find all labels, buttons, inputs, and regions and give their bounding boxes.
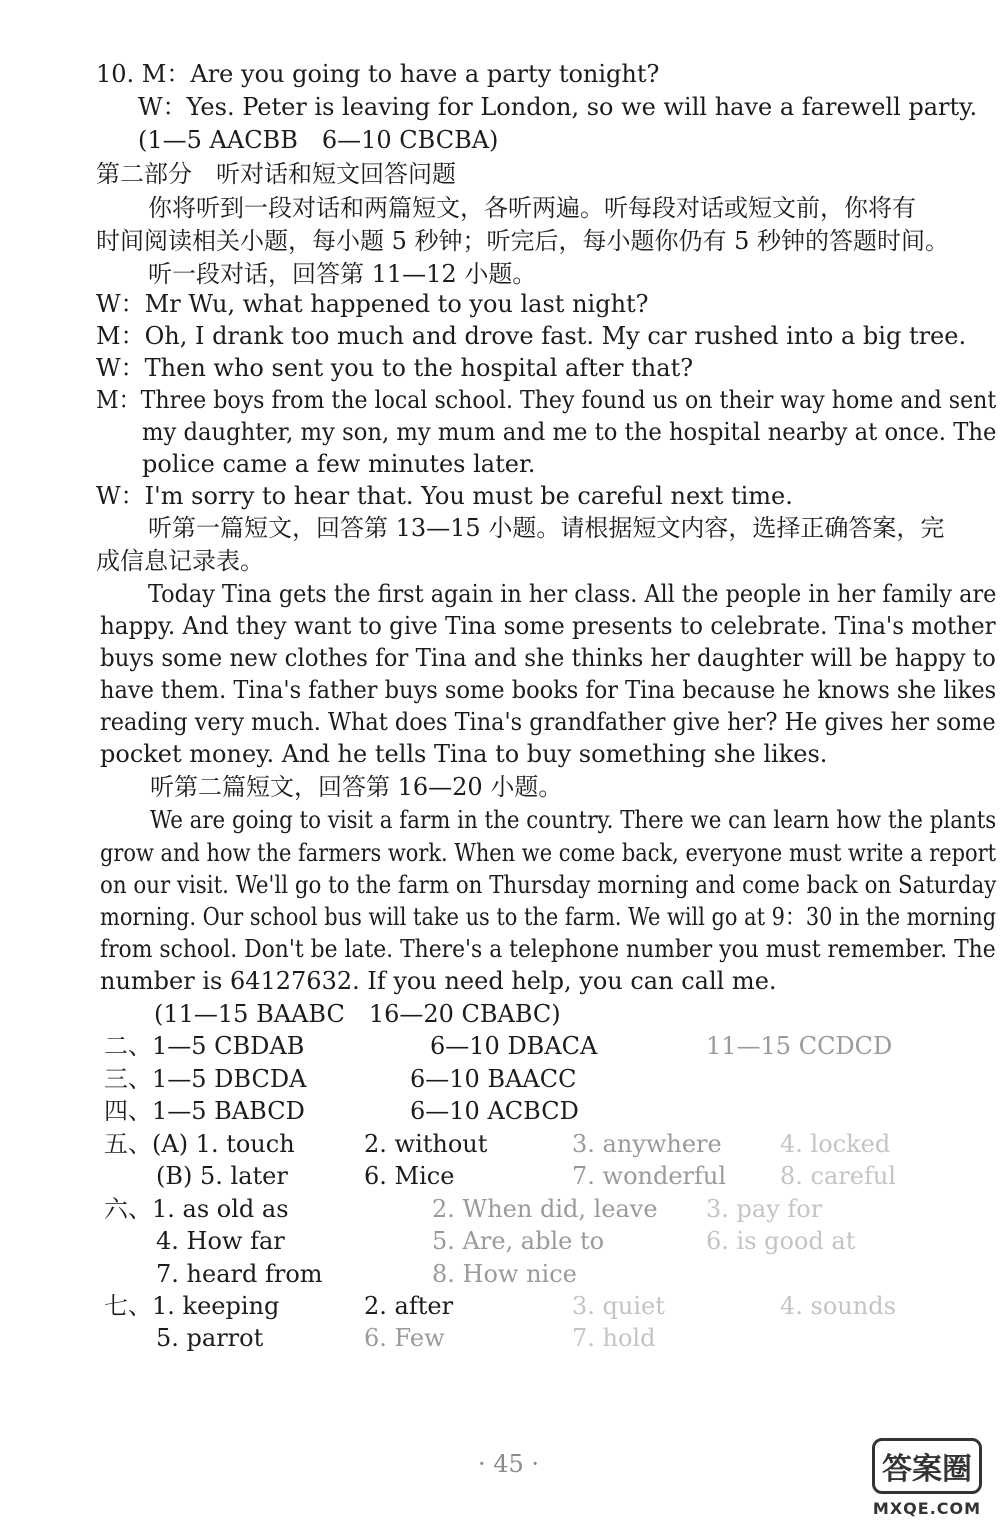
passage-1-line: happy. And they want to give Tina some presents to celebrate. Tina's mother: [100, 612, 996, 640]
passage-2-line: We are going to visit a farm in the country. There we can learn how the plants: [150, 806, 997, 834]
passage-2-line: number is 64127632. If you need help, you can call me.: [100, 967, 777, 995]
passage-1-line: have them. Tina's father buys some books for Tina because he knows she likes: [100, 676, 997, 704]
answers-11-20: (11—15 BAABC 16—20 CBABC): [154, 1000, 561, 1028]
watermark-site: MXQE.COM: [872, 1499, 982, 1518]
section-3-answer: 三、1—5 DBCDA: [104, 1065, 307, 1093]
dialogue-line: W：Then who sent you to the hospital after that?: [96, 354, 694, 382]
dialogue-10-w: W：Yes. Peter is leaving for London, so we will have a farewell party.: [138, 93, 978, 121]
dialogue-intro: 听一段对话，回答第 11—12 小题。: [148, 260, 537, 288]
section-5-answer: (B) 5. later: [156, 1162, 288, 1190]
passage-2-line: from school. Don't be late. There's a telephone number you must remember. The: [100, 935, 996, 963]
section-5-answer: 7. wonderful: [572, 1162, 727, 1190]
section-6-answer: 7. heard from: [156, 1260, 323, 1288]
section-6-answer: 8. How nice: [432, 1260, 577, 1288]
section-6-answer: 六、1. as old as: [104, 1195, 289, 1223]
passage-1-line: pocket money. And he tells Tina to buy something she likes.: [100, 740, 828, 768]
passage-1-intro-2: 成信息记录表。: [96, 547, 264, 575]
page-number: · 45 ·: [478, 1450, 540, 1478]
dialogue-line: W：I'm sorry to hear that. You must be careful next time.: [96, 482, 793, 510]
section-6-answer: 2. When did, leave: [432, 1195, 658, 1223]
section-5-answer: 五、(A) 1. touch: [104, 1130, 295, 1158]
section-5-answer: 6. Mice: [364, 1162, 455, 1190]
watermark-logo: 答案圈: [872, 1438, 982, 1494]
section-6-answer: 5. Are, able to: [432, 1227, 605, 1255]
dialogue-line: police came a few minutes later.: [142, 450, 536, 478]
section-6-answer: 4. How far: [156, 1227, 285, 1255]
watermark: [862, 1438, 992, 1518]
section-5-answer: 8. careful: [780, 1162, 896, 1190]
answers-1-10: (1—5 AACBB 6—10 CBCBA): [138, 126, 499, 154]
passage-1-intro-1: 听第一篇短文，回答第 13—15 小题。请根据短文内容，选择正确答案，完: [148, 514, 945, 542]
section-4-answer: 四、1—5 BABCD: [104, 1097, 305, 1125]
part-2-instruction-1: 你将听到一段对话和两篇短文，各听两遍。听每段对话或短文前，你将有: [148, 194, 916, 222]
section-7-answer: 7. hold: [572, 1324, 656, 1352]
section-7-answer: 5. parrot: [156, 1324, 264, 1352]
part-2-heading: 第二部分 听对话和短文回答问题: [96, 160, 456, 188]
part-2-instruction-2: 时间阅读相关小题，每小题 5 秒钟；听完后，每小题你仍有 5 秒钟的答题时间。: [96, 227, 950, 255]
passage-1-line: Today Tina gets the first again in her class. All the people in her family are: [148, 580, 997, 608]
section-5-answer: 4. locked: [780, 1130, 891, 1158]
passage-2-intro: 听第二篇短文，回答第 16—20 小题。: [150, 773, 563, 801]
section-7-answer: 3. quiet: [572, 1292, 665, 1320]
section-5-answer: 2. without: [364, 1130, 488, 1158]
section-2-answer: 11—15 CCDCD: [706, 1032, 893, 1060]
section-3-answer: 6—10 BAACC: [410, 1065, 577, 1093]
section-7-answer: 2. after: [364, 1292, 454, 1320]
section-7-answer: 七、1. keeping: [104, 1292, 280, 1320]
dialogue-line: W：Mr Wu, what happened to you last night?: [96, 290, 649, 318]
passage-1-line: reading very much. What does Tina's grandfather give her? He gives her some: [100, 708, 996, 736]
dialogue-line: M：Three boys from the local school. They found us on their way home and sent: [96, 386, 997, 414]
section-2-answer: 二、1—5 CBDAB: [104, 1032, 305, 1060]
section-6-answer: 6. is good at: [706, 1227, 856, 1255]
section-6-answer: 3. pay for: [706, 1195, 823, 1223]
passage-2-line: on our visit. We'll go to the farm on Thursday morning and come back on Saturday: [100, 871, 997, 899]
section-4-answer: 6—10 ACBCD: [410, 1097, 579, 1125]
dialogue-line: my daughter, my son, my mum and me to the hospital nearby at once. The: [142, 418, 997, 446]
section-5-answer: 3. anywhere: [572, 1130, 722, 1158]
passage-2-line: grow and how the farmers work. When we come back, everyone must write a report: [100, 839, 996, 867]
dialogue-10-m: 10. M：Are you going to have a party tonight?: [96, 60, 660, 88]
section-7-answer: 4. sounds: [780, 1292, 896, 1320]
section-7-answer: 6. Few: [364, 1324, 445, 1352]
passage-1-line: buys some new clothes for Tina and she thinks her daughter will be happy to: [100, 644, 996, 672]
section-2-answer: 6—10 DBACA: [430, 1032, 598, 1060]
passage-2-line: morning. Our school bus will take us to the farm. We will go at 9：30 in the morning: [100, 903, 997, 931]
dialogue-line: M：Oh, I drank too much and drove fast. My car rushed into a big tree.: [96, 322, 967, 350]
